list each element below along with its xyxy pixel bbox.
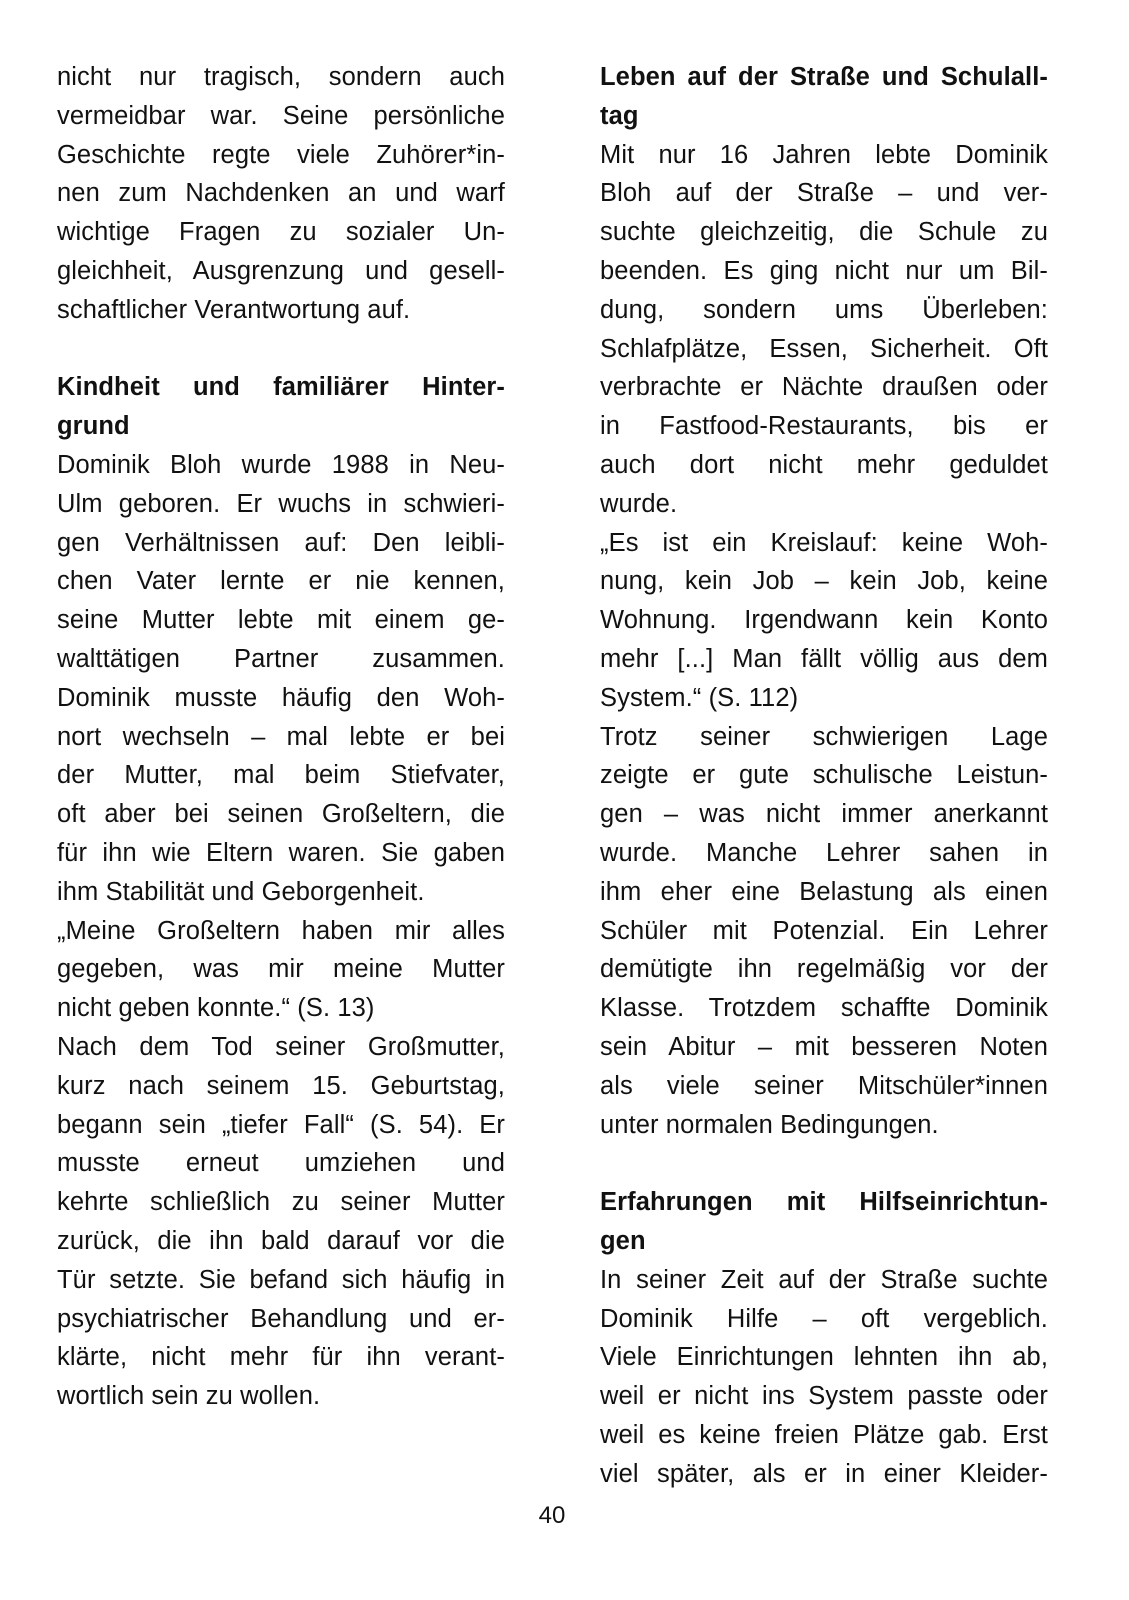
text-line: ihm eher eine Belastung als einen [600,877,1048,906]
text-line: System.“ (S. 112) [600,683,799,712]
text-line: Nach dem Tod seiner Großmutter, [57,1032,505,1061]
text-line: psychiatrischer Behandlung und er- [57,1304,505,1333]
paragraph-school [600,718,1048,1145]
quote-grandparents [57,912,505,1028]
text-line: seine Mutter lebte mit einem ge- [57,606,505,635]
text-line: nen zum Nachdenken an und warf [57,179,505,208]
text-line: beenden. Es ging nicht nur um Bil- [600,256,1048,285]
text-line: „Es ist ein Kreislauf: keine Woh- [600,528,1048,557]
text-line: verbrachte er Nächte draußen oder [600,373,1048,402]
text-line: Tür setzte. Sie befand sich häufig in [57,1265,505,1294]
paragraph-street-life [600,136,1048,524]
text-line: Wohnung. Irgendwann kein Konto [600,606,1048,635]
text-line: In seiner Zeit auf der Straße suchte [600,1265,1048,1294]
heading-line: grund [57,412,130,441]
text-line: demütigte ihn regelmäßig vor der [600,955,1048,984]
text-line: begann sein „tiefer Fall“ (S. 54). Er [57,1110,505,1139]
text-line: in Fastfood-Restaurants, bis er [600,412,1048,441]
text-line: vermeidbar war. Seine persönliche [57,101,505,130]
text-line: walttätigen Partner zusammen. [57,644,505,673]
page-number: 40 [538,1502,566,1529]
text-line: Klasse. Trotzdem schaffte Dominik [600,994,1048,1023]
text-line: Schlafplätze, Essen, Sicherheit. Oft [600,334,1048,363]
text-line: als viele seiner Mitschüler*innen [600,1071,1048,1100]
text-line: Schüler mit Potenzial. Ein Lehrer [600,916,1048,945]
heading-line: Erfahrungen mit Hilfseinrichtun- [600,1188,1048,1217]
text-line: „Meine Großeltern haben mir alles [57,916,505,945]
text-line: wichtige Fragen zu sozialer Un- [57,218,505,247]
text-line: Dominik Bloh wurde 1988 in Neu- [57,450,505,479]
text-line: Dominik Hilfe – oft vergeblich. [600,1304,1048,1333]
text-line: unter normalen Bedingungen. [600,1110,939,1139]
text-line: weil er nicht ins System passte oder [600,1382,1048,1411]
text-line: schaftlicher Verantwortung auf. [57,295,411,324]
paragraph-spacer [57,330,505,369]
text-line: nicht nur tragisch, sondern auch [57,63,505,91]
text-line: auch dort nicht mehr geduldet [600,450,1048,479]
right-column [600,58,1048,1493]
text-line: gleichheit, Ausgrenzung und gesell- [57,256,505,285]
quote-cycle [600,524,1048,718]
text-line: Viele Einrichtungen lehnten ihn ab, [600,1343,1048,1372]
text-line: dung, sondern ums Überleben: [600,295,1048,324]
heading-line: Leben auf der Straße und Schulall- [600,63,1048,91]
left-column [57,58,505,1416]
text-line: Dominik musste häufig den Woh- [57,683,505,712]
paragraph-childhood [57,446,505,912]
paragraph-deep-fall [57,1028,505,1416]
text-line: weil es keine freien Plätze gab. Erst [600,1420,1048,1449]
text-line: wurde. [600,489,678,518]
text-line: oft aber bei seinen Großeltern, die [57,800,505,829]
heading-line: tag [600,101,639,130]
text-line: chen Vater lernte er nie kennen, [57,567,505,596]
text-line: wurde. Manche Lehrer sahen in [600,838,1048,867]
text-line: Bloh auf der Straße – und ver- [600,179,1048,208]
text-line: Ulm geboren. Er wuchs in schwieri- [57,489,505,518]
text-line: viel später, als er in einer Kleider- [600,1459,1048,1488]
text-line: wortlich sein zu wollen. [57,1382,321,1411]
text-line: Mit nur 16 Jahren lebte Dominik [600,140,1048,169]
text-line: suchte gleichzeitig, die Schule zu [600,218,1048,247]
text-line: kehrte schließlich zu seiner Mutter [57,1188,505,1217]
text-line: Trotz seiner schwierigen Lage [600,722,1048,751]
section-heading-kindheit [57,368,505,446]
text-line: für ihn wie Eltern waren. Sie gaben [57,838,505,867]
text-line: gegeben, was mir meine Mutter [57,955,505,984]
text-line: gen Verhältnissen auf: Den leibli- [57,528,505,557]
text-line: nort wechseln – mal lebte er bei [57,722,505,751]
section-heading-hilfseinrichtungen [600,1183,1048,1261]
intro-paragraph [57,58,505,330]
text-line: mehr [...] Man fällt völlig aus dem [600,644,1048,673]
text-line: klärte, nicht mehr für ihn verant- [57,1343,505,1372]
text-line: gen – was nicht immer anerkannt [600,800,1048,829]
text-line: nung, kein Job – kein Job, keine [600,567,1048,596]
paragraph-spacer [600,1144,1048,1183]
heading-line: gen [600,1226,646,1255]
text-line: der Mutter, mal beim Stiefvater, [57,761,505,790]
text-line: zurück, die ihn bald darauf vor die [57,1226,505,1255]
text-line: ihm Stabilität und Geborgenheit. [57,877,425,906]
paragraph-help-services [600,1261,1048,1494]
text-line: sein Abitur – mit besseren Noten [600,1032,1048,1061]
text-line: kurz nach seinem 15. Geburtstag, [57,1071,505,1100]
text-line: musste erneut umziehen und [57,1149,505,1178]
heading-line: Kindheit und familiärer Hinter- [57,373,505,402]
text-line: zeigte er gute schulische Leistun- [600,761,1048,790]
section-heading-strasse [600,58,1048,136]
text-line: nicht geben konnte.“ (S. 13) [57,994,375,1023]
text-line: Geschichte regte viele Zuhörer*in- [57,140,505,169]
